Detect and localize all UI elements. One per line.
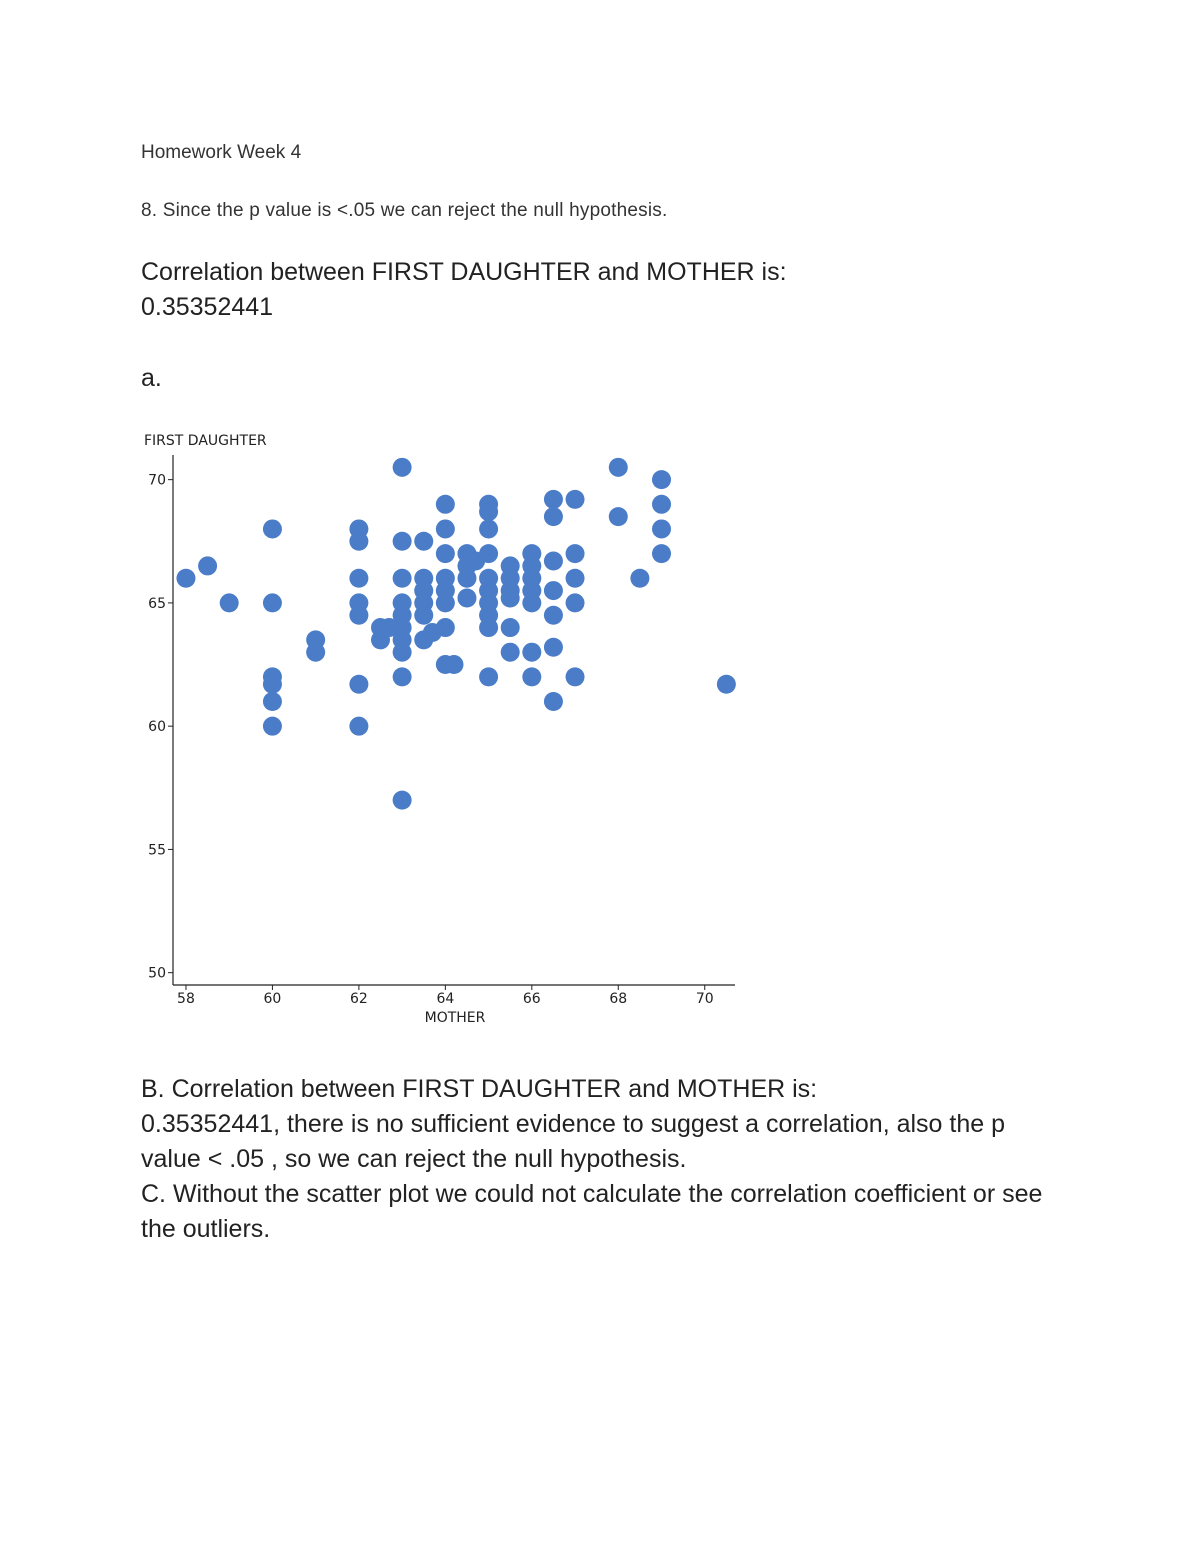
data-point: [544, 638, 563, 657]
data-point: [349, 532, 368, 551]
correlation-block: [141, 255, 787, 325]
x-tick-label: 70: [695, 991, 714, 1007]
data-point: [393, 667, 412, 686]
data-point: [220, 593, 239, 612]
data-point: [479, 544, 498, 563]
data-points: [176, 458, 735, 810]
data-point: [436, 618, 455, 637]
data-point: [566, 593, 585, 612]
data-point: [263, 519, 282, 538]
data-point: [393, 458, 412, 477]
data-point: [652, 544, 671, 563]
data-point: [306, 643, 325, 662]
data-point: [263, 593, 282, 612]
correlation-value: 0.35352441: [141, 293, 274, 321]
data-point: [436, 593, 455, 612]
data-point: [479, 519, 498, 538]
data-point: [630, 569, 649, 588]
data-point: [544, 552, 563, 571]
data-point: [717, 675, 736, 694]
y-tick-label: 70: [148, 472, 166, 489]
data-point: [176, 569, 195, 588]
data-point: [609, 507, 628, 526]
data-point: [436, 495, 455, 514]
data-point: [652, 470, 671, 489]
data-point: [566, 490, 585, 509]
part-a-label: a.: [141, 364, 162, 392]
data-point: [349, 675, 368, 694]
x-axis-label: MOTHER: [424, 1010, 486, 1026]
data-point: [263, 692, 282, 711]
data-point: [414, 606, 433, 625]
data-point: [198, 556, 217, 575]
y-tick-label: 50: [148, 965, 166, 982]
page-title: Homework Week 4: [141, 142, 302, 163]
x-tick-label: 58: [177, 991, 195, 1007]
data-point: [393, 643, 412, 662]
part-c-answer: C. Without the scatter plot we could not calculate the correlation coefficient or see the outliers.: [141, 1180, 1043, 1243]
y-tick-label: 60: [148, 719, 166, 736]
data-point: [479, 502, 498, 521]
data-point: [457, 588, 476, 607]
part-b-explanation: 0.35352441, there is no sufficient evidence to suggest a correlation, also the p value < .05 , so we can reject the null hypothesis.: [141, 1110, 1006, 1173]
data-point: [652, 519, 671, 538]
data-point: [263, 675, 282, 694]
data-point: [436, 544, 455, 563]
data-point: [393, 532, 412, 551]
data-point: [544, 692, 563, 711]
data-point: [544, 606, 563, 625]
data-point: [609, 458, 628, 477]
data-point: [393, 791, 412, 810]
data-point: [479, 667, 498, 686]
x-tick-label: 64: [436, 991, 455, 1007]
x-tick-label: 66: [522, 991, 541, 1007]
data-point: [436, 519, 455, 538]
data-point: [501, 588, 520, 607]
data-point: [652, 495, 671, 514]
y-tick-label: 55: [148, 842, 166, 859]
scatter-plot-svg: [140, 425, 740, 1035]
data-point: [349, 569, 368, 588]
data-point: [414, 532, 433, 551]
part-b-heading: B. Correlation between FIRST DAUGHTER and MOTHER is:: [141, 1075, 818, 1103]
data-point: [501, 618, 520, 637]
data-point: [522, 667, 541, 686]
x-tick-label: 68: [609, 991, 628, 1007]
data-point: [544, 507, 563, 526]
correlation-heading: Correlation between FIRST DAUGHTER and MOTHER is:: [141, 258, 787, 286]
data-point: [544, 490, 563, 509]
data-point: [501, 643, 520, 662]
x-tick-label: 60: [263, 991, 282, 1007]
data-point: [544, 581, 563, 600]
y-tick-label: 65: [148, 595, 166, 612]
answers-block: [141, 1072, 1071, 1247]
axis-ticks: [148, 473, 713, 1007]
question-8-answer: 8. Since the p value is <.05 we can reject the null hypothesis.: [141, 200, 668, 221]
data-point: [522, 643, 541, 662]
data-point: [349, 717, 368, 736]
scatter-chart: [140, 425, 740, 1035]
data-point: [566, 667, 585, 686]
data-point: [349, 606, 368, 625]
x-tick-label: 62: [349, 991, 368, 1007]
data-point: [566, 544, 585, 563]
data-point: [263, 717, 282, 736]
data-point: [457, 569, 476, 588]
data-point: [522, 593, 541, 612]
y-axis-label: FIRST DAUGHTER: [144, 433, 267, 449]
data-point: [479, 618, 498, 637]
data-point: [393, 569, 412, 588]
data-point: [566, 569, 585, 588]
data-point: [445, 655, 464, 674]
